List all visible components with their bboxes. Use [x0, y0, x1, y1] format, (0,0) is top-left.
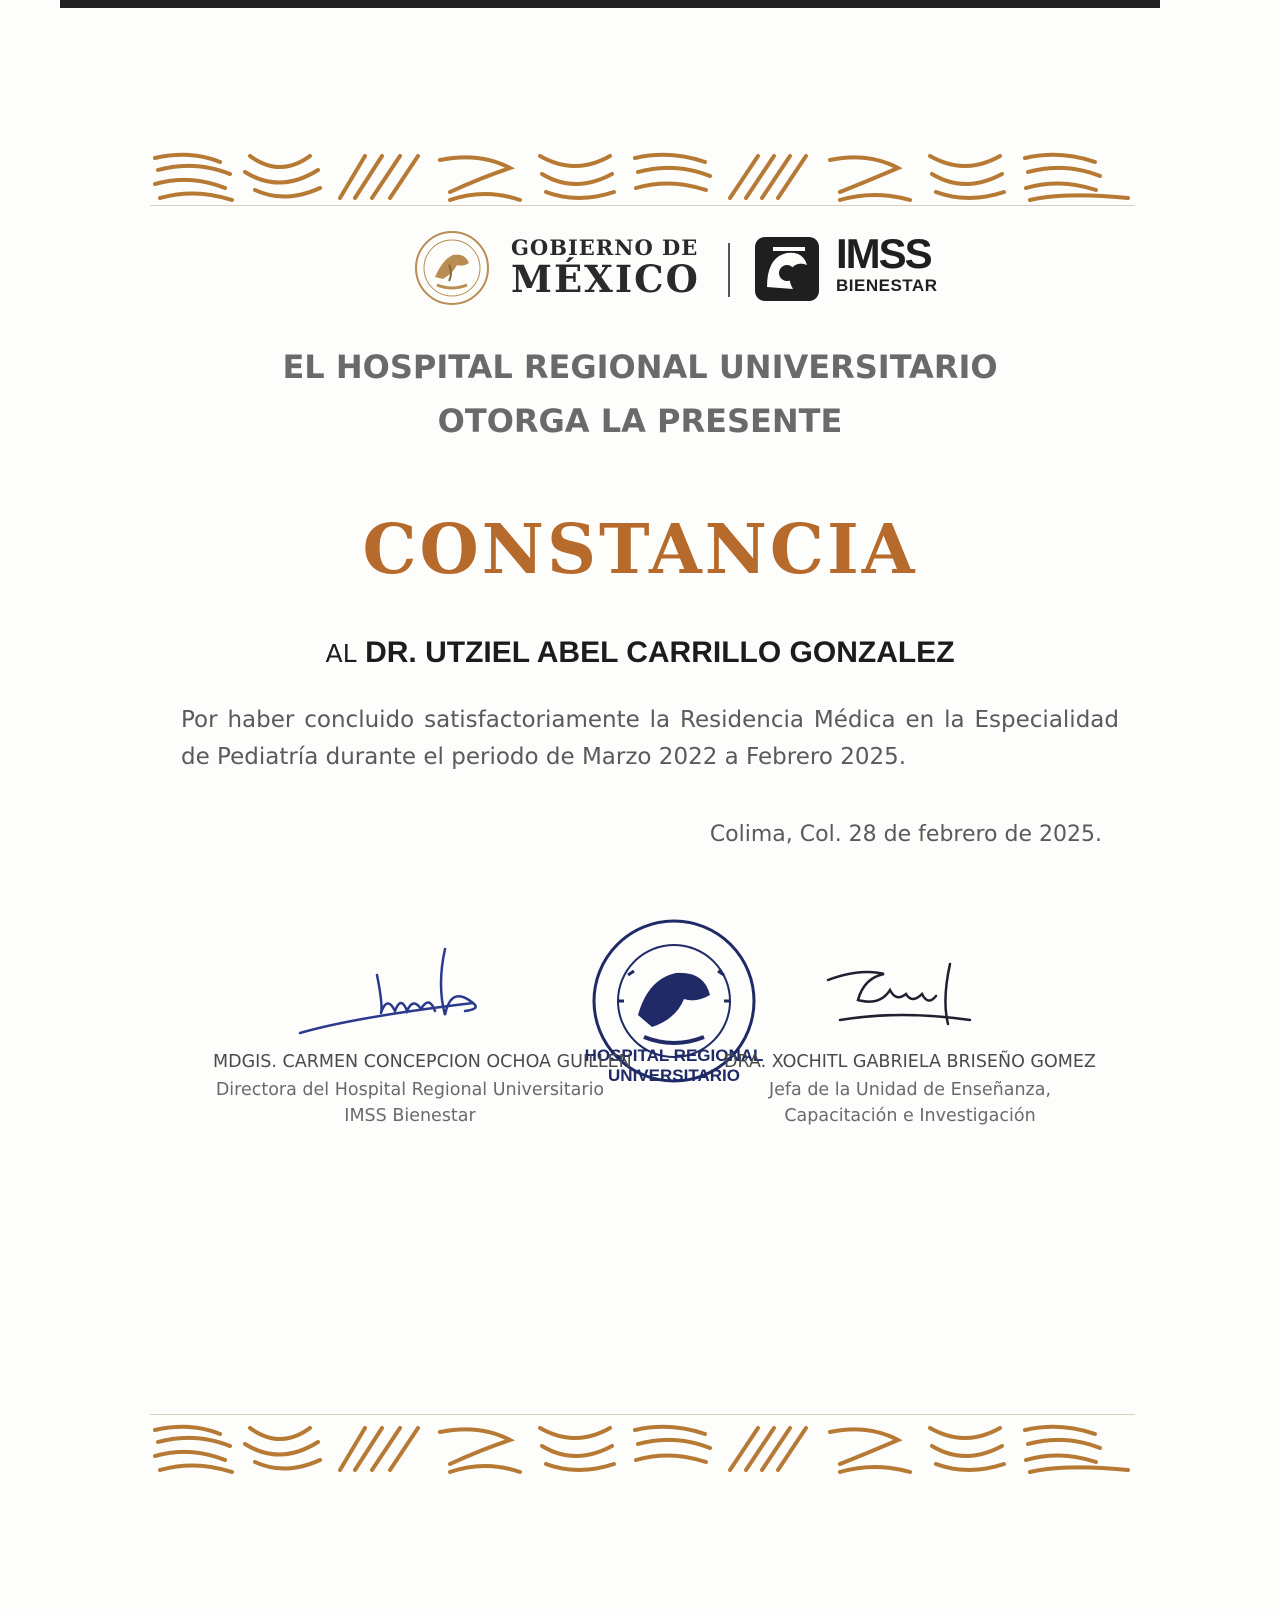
- signatory-left-role-line2: IMSS Bienestar: [344, 1106, 476, 1126]
- imss-line1: IMSS: [836, 230, 931, 277]
- stamp-line2: UNIVERSITARIO: [608, 1066, 740, 1085]
- gob-line1: GOBIERNO DE: [511, 235, 699, 260]
- divider-bottom: [150, 1414, 1135, 1415]
- certificate-title: CONSTANCIA: [362, 510, 918, 590]
- heading-line2: OTORGA LA PRESENTE: [437, 402, 843, 440]
- recipient-name: DR. UTZIEL ABEL CARRILLO GONZALEZ: [365, 636, 955, 669]
- signatory-left-role-line1: Directora del Hospital Regional Universitario: [215, 1080, 605, 1100]
- gob-line2: MÉXICO: [511, 257, 700, 301]
- signatory-right-role-line1: Jefa de la Unidad de Enseñanza,: [768, 1080, 1052, 1100]
- signatory-right-role: [740, 1080, 1080, 1126]
- decorative-band-bottom: [150, 1420, 1135, 1478]
- signature-right: [820, 960, 1000, 1050]
- place-date: Colima, Col. 28 de febrero de 2025.: [709, 822, 1102, 847]
- mexican-coat-of-arms-icon: [413, 229, 491, 307]
- recipient-prefix: AL: [325, 639, 357, 668]
- imss-line2: BIENESTAR: [836, 276, 938, 295]
- header-logos: [413, 225, 938, 315]
- certificate-body: Por haber concluido satisfactoriamente la Residencia Médica en la Especialidad de Pediatría durante el periodo de Marzo 2022 a Febrero 2025.: [181, 707, 1119, 770]
- logo-separator: [728, 243, 730, 297]
- gobierno-de-mexico-logo: [511, 235, 700, 301]
- imss-bienestar-logo: [836, 230, 938, 295]
- stamp-line1: HOSPITAL REGIONAL: [584, 1046, 764, 1065]
- divider-top: [150, 205, 1135, 206]
- decorative-band-top: [150, 148, 1135, 206]
- signatory-right-role-line2: Capacitación e Investigación: [784, 1106, 1036, 1126]
- heading-line1: EL HOSPITAL REGIONAL UNIVERSITARIO: [282, 348, 998, 386]
- recipient: [0, 636, 1280, 670]
- imss-logo-icon: [753, 235, 821, 303]
- page-top-edge: [60, 0, 1160, 8]
- signatory-left-name: MDGIS. CARMEN CONCEPCION OCHOA GUILLEN: [213, 1052, 632, 1072]
- signatory-right-name: DRA. XOCHITL GABRIELA BRISEÑO GOMEZ: [724, 1052, 1096, 1072]
- signature-left: [295, 945, 505, 1040]
- signatory-left-role: [180, 1080, 640, 1126]
